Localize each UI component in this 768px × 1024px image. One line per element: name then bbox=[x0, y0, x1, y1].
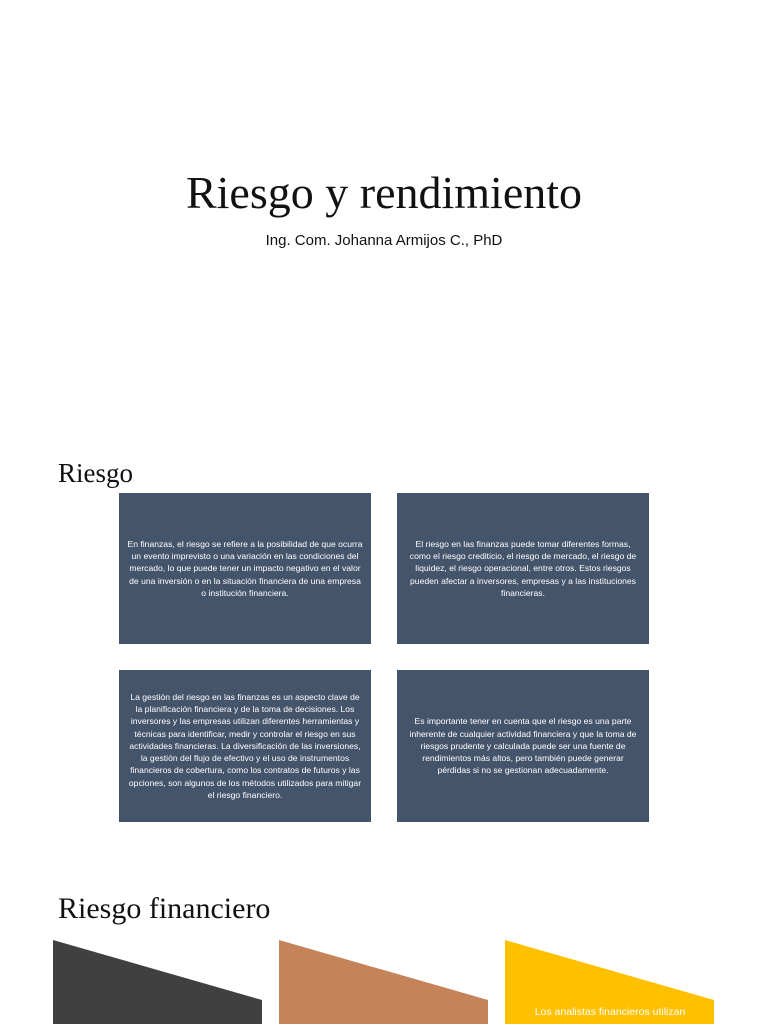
text-box-text: Es importante tener en cuenta que el riesgo es una parte inherente de cualquier actividad financiera y que la toma de riesgos prudente y calculada puede ser una fuente de rendimientos más altos, pero también puede generar pérdidas si no se gestionan adecuadamente. bbox=[409, 716, 637, 776]
slide-heading: Riesgo bbox=[58, 458, 134, 488]
text-box-text: En finanzas, el riesgo se refiere a la posibilidad de que ocurra un evento imprevisto o una variación en las condiciones del mercado, lo que puede tener un impacto negativo en el valor de una inversión o en la situación financiera de una empresa o institución financiera. bbox=[127, 538, 363, 598]
slide-heading: Riesgo financiero bbox=[58, 892, 271, 925]
riesgo-slide bbox=[0, 430, 768, 860]
presentation-title: Riesgo y rendimiento bbox=[185, 167, 583, 218]
text-box bbox=[119, 670, 371, 822]
text-box bbox=[397, 493, 649, 644]
text-box-text: El riesgo en las finanzas puede tomar diferentes formas, como el riesgo crediticio, el riesgo de mercado, el riesgo de liquidez, el riesgo operacional, entre otros. Estos riesgos pueden afectar a inversores, empresas y a las instituciones financieras. bbox=[409, 538, 637, 598]
text-box bbox=[397, 670, 649, 822]
dark-gray-shape bbox=[53, 940, 262, 1024]
text-box bbox=[119, 493, 371, 644]
decorative-shapes bbox=[0, 860, 768, 1024]
riesgo-financiero-slide bbox=[0, 860, 768, 1024]
presentation-subtitle: Ing. Com. Johanna Armijos C., PhD bbox=[265, 232, 503, 249]
copper-shape bbox=[279, 940, 488, 1024]
text-box-text: La gestión del riesgo en las finanzas es un aspecto clave de la planificación financiera y de la toma de decisiones. Los inversores y las empresas utilizan diferentes herramientas y técnicas para identificar, medir y controlar el riesgo en sus actividades financieras. La diversificación de las inversiones, la gestión del flujo de efectivo y el uso de instrumentos financieros de cobertura, como los contratos de futuros y las opciones, son algunos de los métodos utilizados para mitigar el riesgo financiero. bbox=[128, 692, 362, 800]
shape-text: Los analistas financieros utilizan bbox=[534, 1006, 686, 1018]
title-slide bbox=[0, 0, 768, 430]
